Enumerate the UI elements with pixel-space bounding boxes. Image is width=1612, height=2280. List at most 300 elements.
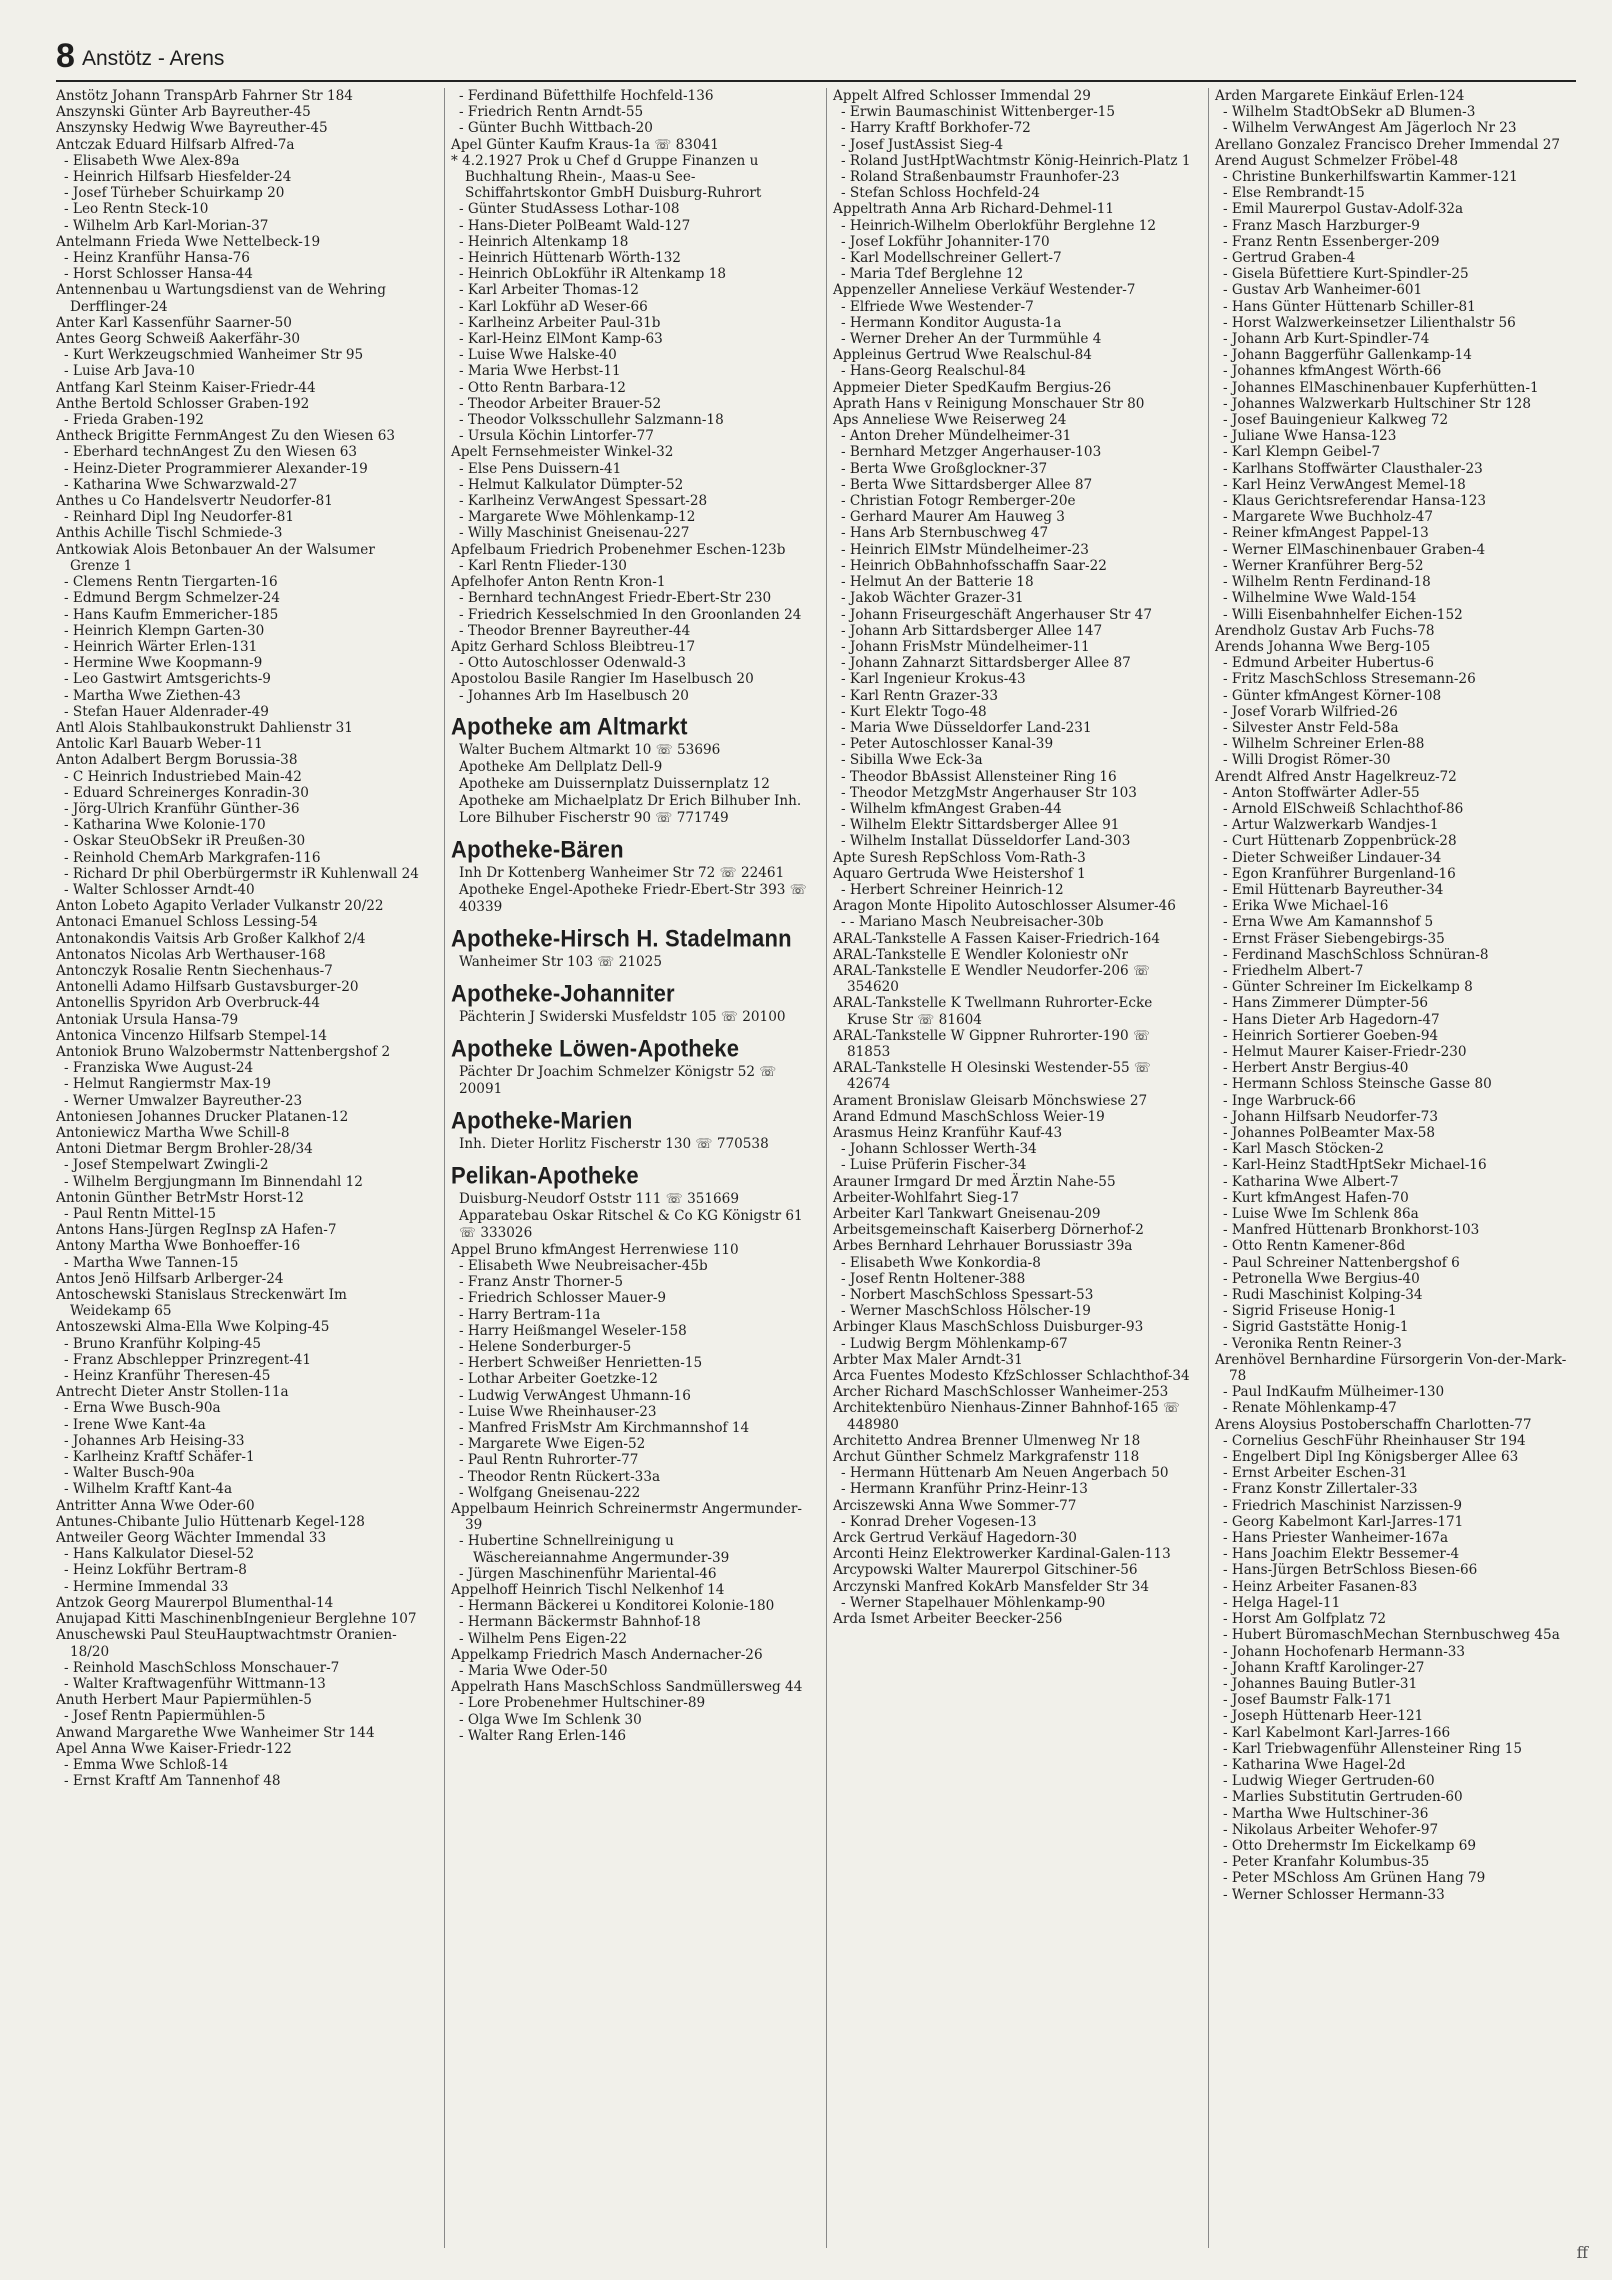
ad-line: Pächter Dr Joachim Schmelzer Königstr 52 ☏ 20091 [459, 1063, 777, 1097]
directory-entry: - Johann Hilfsarb Neudorfer-73 [1223, 1108, 1438, 1125]
directory-entry: Appelt Alfred Schlosser Immendal 29 [833, 88, 1091, 104]
directory-entry: - Lore Probenehmer Hultschiner-89 [459, 1695, 706, 1712]
directory-entry: - Heinz-Dieter Programmierer Alexander-19 [64, 460, 368, 477]
directory-entry: - Wilhelm Installat Düsseldorfer Land-303 [841, 833, 1131, 850]
directory-entry: - Edmund Arbeiter Hubertus-6 [1223, 655, 1434, 672]
directory-entry: - Ferdinand MaschSchloss Schnüran-8 [1223, 946, 1489, 963]
directory-entry: - Gustav Arb Wanheimer-601 [1223, 282, 1423, 299]
directory-entry: - Jürgen Maschinenführ Mariental-46 [459, 1565, 717, 1582]
ad-title: Apotheke-Hirsch H. Stadelmann [451, 924, 792, 952]
directory-entry: - Else Pens Duissern-41 [459, 460, 622, 477]
directory-entry: Arend August Schmelzer Fröbel-48 [1215, 152, 1459, 169]
directory-entry: Antunes-Chibante Julio Hüttenarb Kegel-128 [56, 1513, 365, 1530]
directory-entry: - Ludwig Wieger Gertruden-60 [1223, 1773, 1435, 1790]
directory-entry: - Theodor MetzgMstr Angerhauser Str 103 [841, 784, 1137, 801]
directory-entry: - Franz Konstr Zillertaler-33 [1223, 1481, 1418, 1498]
directory-entry: - Werner Dreher An der Turmmühle 4 [841, 331, 1102, 348]
directory-entry: - Josef Bauingenieur Kalkweg 72 [1223, 412, 1449, 429]
directory-entry: - Maria Wwe Düsseldorfer Land-231 [841, 719, 1092, 736]
directory-entry: - Johann Arb Sittardsberger Allee 147 [841, 622, 1103, 639]
directory-entry: Antweiler Georg Wächter Immendal 33 [56, 1530, 327, 1547]
directory-entry: Arbter Max Maler Arndt-31 [833, 1351, 1023, 1368]
directory-entry: - Emil Hüttenarb Bayreuther-34 [1223, 881, 1444, 898]
directory-entry: - Hans Günter Hüttenarb Schiller-81 [1223, 298, 1476, 315]
directory-entry: - Jörg-Ulrich Kranführ Günther-36 [64, 800, 300, 817]
directory-entry: - Werner Schlosser Hermann-33 [1223, 1886, 1445, 1903]
directory-entry: - Egon Kranführer Burgenland-16 [1223, 865, 1456, 882]
directory-entry: - Josef Vorarb Wilfried-26 [1223, 703, 1398, 720]
corner-mark: ff [1576, 2243, 1588, 2262]
directory-entry: Arbeitsgemeinschaft Kaiserberg Dörnerhof-2 [833, 1222, 1144, 1239]
directory-entry: Anwand Margarethe Wwe Wanheimer Str 144 [56, 1724, 375, 1741]
directory-entry: Antonellis Spyridon Arb Overbruck-44 [56, 995, 321, 1012]
directory-entry: - Werner Stapelhauer Möhlenkamp-90 [841, 1594, 1106, 1611]
directory-entry: Apel Anna Wwe Kaiser-Friedr-122 [56, 1740, 292, 1757]
ad-line: Pächterin J Swiderski Musfeldstr 105 ☏ 20100 [459, 1008, 786, 1025]
directory-entry: Appelbaum Heinrich Schreinermstr Angermunder-39 [451, 1500, 802, 1534]
directory-entry: Appelkamp Friedrich Masch Andernacher-26 [451, 1646, 763, 1663]
directory-entry: - Theodor BbAssist Allensteiner Ring 16 [841, 768, 1117, 785]
directory-entry: - Walter Schlosser Arndt-40 [64, 881, 255, 898]
directory-entry: - Heinrich Hilfsarb Hiesfelder-24 [64, 169, 292, 186]
directory-entry: - Helga Hagel-11 [1223, 1594, 1341, 1611]
directory-entry: - Wilhelm Elektr Sittardsberger Allee 91 [841, 817, 1120, 834]
directory-entry: Arbes Bernhard Lehrhauer Borussiastr 39a [833, 1238, 1133, 1255]
directory-entry: - Horst Walzwerkeinsetzer Lilienthalstr 56 [1223, 314, 1516, 331]
directory-entry: - Sigrid Friseuse Honig-1 [1223, 1303, 1397, 1320]
directory-entry: - Luise Prüferin Fischer-34 [841, 1157, 1027, 1174]
directory-entry: Antonaci Emanuel Schloss Lessing-54 [56, 914, 318, 931]
directory-entry: - Stefan Schloss Hochfeld-24 [841, 185, 1040, 202]
directory-entry: - Helmut Maurer Kaiser-Friedr-230 [1223, 1043, 1467, 1060]
directory-entry: - Katharina Wwe Albert-7 [1223, 1173, 1399, 1190]
directory-entry: - Wilhelm StadtObSekr aD Blumen-3 [1223, 104, 1476, 121]
directory-entry: - Oskar SteuObSekr iR Preußen-30 [64, 833, 306, 850]
directory-entry: Appel Bruno kfmAngest Herrenwiese 110 [451, 1241, 739, 1258]
directory-entry: Arciszewski Anna Wwe Sommer-77 [833, 1497, 1077, 1514]
directory-entry: - Günter Buchh Wittbach-20 [459, 120, 653, 137]
directory-entry: - Roland Straßenbaumstr Fraunhofer-23 [841, 169, 1120, 186]
directory-entry: - Ernst Fräser Siebengebirgs-35 [1223, 930, 1445, 947]
directory-entry: - Hermann Kranführ Prinz-Heinr-13 [841, 1481, 1088, 1498]
directory-entry: Arden Margarete Einkäuf Erlen-124 [1215, 88, 1465, 104]
directory-entry: - Paul Rentn Mittel-15 [64, 1206, 217, 1223]
directory-entry: Antoschewski Stanislaus Streckenwärt Im Weidekamp 65 [56, 1287, 347, 1320]
directory-entry: Arda Ismet Arbeiter Beecker-256 [833, 1611, 1063, 1628]
directory-entry: Arcypowski Walter Maurerpol Gitschiner-56 [833, 1562, 1138, 1579]
directory-entry: - Karlheinz Kraftf Schäfer-1 [64, 1449, 255, 1466]
directory-entry: - Wilhelm Schreiner Erlen-88 [1223, 736, 1425, 753]
directory-entry: - Edmund Bergm Schmelzer-24 [64, 590, 280, 607]
directory-entry: - Irene Wwe Kant-4a [64, 1416, 206, 1433]
column-2 [444, 88, 809, 2248]
directory-entry: ARAL-Tankstelle K Twellmann Ruhrorter-Ecke Kruse Str ☏ 81604 [833, 995, 1153, 1028]
directory-entry: - Ludwig Bergm Möhlenkamp-67 [841, 1335, 1068, 1352]
directory-entry: - Johann Arb Kurt-Spindler-74 [1223, 331, 1430, 348]
directory-entry: - Werner MaschSchloss Hölscher-19 [841, 1303, 1091, 1320]
directory-entry: - Karl Kabelmont Karl-Jarres-166 [1223, 1724, 1451, 1741]
directory-entry: Antoniak Ursula Hansa-79 [56, 1011, 239, 1028]
directory-entry: Antonczyk Rosalie Rentn Siechenhaus-7 [56, 962, 333, 979]
directory-entry: Antfang Karl Steinm Kaiser-Friedr-44 [56, 379, 316, 396]
directory-entry: - Kurt Werkzeugschmied Wanheimer Str 95 [64, 347, 364, 364]
directory-columns [56, 88, 1576, 2248]
directory-entry: - Wilhelm VerwAngest Am Jägerloch Nr 23 [1223, 120, 1517, 137]
directory-entry: - Rudi Maschinist Kolping-34 [1223, 1287, 1423, 1304]
directory-entry: Antoniewicz Martha Wwe Schill-8 [56, 1125, 290, 1141]
directory-entry: - Hans Kalkulator Diesel-52 [64, 1546, 254, 1563]
directory-entry: - Clemens Rentn Tiergarten-16 [64, 574, 278, 591]
directory-entry: - Georg Kabelmont Karl-Jarres-171 [1223, 1513, 1464, 1530]
directory-entry: - Josef Baumstr Falk-171 [1223, 1692, 1393, 1709]
directory-entry: - Nikolaus Arbeiter Wehofer-97 [1223, 1821, 1439, 1838]
directory-entry: - Wilhelm Pens Eigen-22 [459, 1630, 627, 1647]
directory-entry: ARAL-Tankstelle W Gippner Ruhrorter-190 ☏ 81853 [833, 1027, 1150, 1060]
directory-entry: - Werner ElMaschinenbauer Graben-4 [1223, 541, 1486, 558]
directory-entry: - Karl Ingenieur Krokus-43 [841, 671, 1026, 688]
directory-entry: - Leo Gastwirt Amtsgerichts-9 [64, 671, 271, 688]
directory-entry: Arconti Heinz Elektrowerker Kardinal-Galen-113 [833, 1546, 1171, 1563]
directory-entry: - Hermine Immendal 33 [64, 1578, 229, 1595]
ad-line: Apotheke Am Dellplatz Dell-9 [459, 758, 663, 775]
directory-entry: Anthis Achille Tischl Schmiede-3 [56, 525, 283, 542]
directory-entry: - Helmut Rangiermstr Max-19 [64, 1076, 272, 1093]
directory-entry: - Herbert Schweißer Henrietten-15 [459, 1355, 703, 1372]
directory-entry: - Juliane Wwe Hansa-123 [1223, 428, 1397, 445]
directory-entry: Appelrath Hans MaschSchloss Sandmüllersweg 44 [451, 1679, 803, 1696]
directory-entry: - Sibilla Wwe Eck-3a [841, 752, 983, 769]
directory-entry: - Karl Modellschreiner Gellert-7 [841, 250, 1062, 267]
directory-entry: - Paul IndKaufm Mülheimer-130 [1223, 1384, 1445, 1401]
ad-line: Apparatebau Oskar Ritschel & Co KG Königstr 61 ☏ 333026 [459, 1207, 803, 1241]
directory-entry: - Hans-Dieter PolBeamt Wald-127 [459, 217, 691, 234]
directory-entry: Arczynski Manfred KokArb Mansfelder Str 34 [833, 1578, 1149, 1595]
directory-entry: - Sigrid Gaststätte Honig-1 [1223, 1319, 1409, 1336]
directory-entry: - Hubert BüromaschMechan Sternbuschweg 45a [1223, 1627, 1560, 1644]
directory-entry: Arca Fuentes Modesto KfzSchlosser Schlachthof-34 [833, 1368, 1190, 1385]
directory-entry: Antonica Vincenzo Hilfsarb Stempel-14 [56, 1027, 327, 1044]
ad-line: Apotheke am Michaelplatz Dr Erich Bilhuber Inh. Lore Bilhuber Fischerstr 90 ☏ 771749 [459, 792, 802, 826]
directory-entry: Anthes u Co Handelsvertr Neudorfer-81 [56, 493, 333, 510]
directory-entry: Anuschewski Paul SteuHauptwachtmstr Oranien-18/20 [56, 1627, 397, 1660]
directory-entry: - Hans Arb Sternbuschweg 47 [841, 525, 1049, 542]
directory-entry: - Martha Wwe Hultschiner-36 [1223, 1805, 1429, 1822]
directory-entry: - Heinrich Altenkamp 18 [459, 233, 629, 250]
directory-entry: - Klaus Gerichtsreferendar Hansa-123 [1223, 493, 1487, 510]
directory-entry: - Friedhelm Albert-7 [1223, 962, 1364, 979]
directory-entry: Antelmann Frieda Wwe Nettelbeck-19 [56, 233, 321, 250]
directory-entry: - Werner Kranführer Berg-52 [1223, 557, 1424, 574]
directory-entry: - Cornelius GeschFühr Rheinhauser Str 194 [1223, 1432, 1526, 1449]
directory-entry: Arellano Gonzalez Francisco Dreher Immendal 27 [1215, 136, 1560, 153]
directory-entry: - Helmut An der Batterie 18 [841, 574, 1034, 591]
directory-entry: ARAL-Tankstelle E Wendler Neudorfer-206 ☏ 354620 [833, 962, 1150, 996]
directory-entry: - Marlies Substitutin Gertruden-60 [1223, 1789, 1463, 1806]
directory-entry: - Karl Rentn Flieder-130 [459, 557, 627, 574]
directory-entry: Anuth Herbert Maur Papiermühlen-5 [56, 1692, 312, 1709]
directory-entry: Architetto Andrea Brenner Ulmenweg Nr 18 [833, 1432, 1141, 1449]
directory-entry: - Bruno Kranführ Kolping-45 [64, 1335, 262, 1352]
ad-title: Apotheke-Marien [451, 1106, 633, 1134]
directory-entry: - Horst Am Golfplatz 72 [1223, 1611, 1387, 1628]
directory-entry: - Walter Rang Erlen-146 [459, 1727, 627, 1744]
directory-entry: - Anton Stoffwärter Adler-55 [1223, 784, 1420, 801]
directory-entry: - Joseph Hüttenarb Heer-121 [1223, 1708, 1424, 1725]
directory-entry: - Hans Zimmerer Dümpter-56 [1223, 995, 1429, 1012]
directory-entry: - Johannes ElMaschinenbauer Kupferhütten-1 [1223, 379, 1539, 396]
directory-entry: - Willy Maschinist Gneisenau-227 [459, 525, 690, 542]
directory-entry: - Erika Wwe Michael-16 [1223, 898, 1389, 915]
directory-entry: - Hermann Schloss Steinsche Gasse 80 [1223, 1076, 1492, 1093]
directory-entry: - Johann Hochofenarb Hermann-33 [1223, 1643, 1466, 1660]
directory-entry: - Lothar Arbeiter Goetzke-12 [459, 1371, 658, 1388]
directory-entry: Arenhövel Bernhardine Fürsorgerin Von-der-Mark-78 [1215, 1351, 1567, 1385]
directory-entry: Appenzeller Anneliese Verkäuf Westender-7 [833, 282, 1136, 299]
directory-entry: Antzok Georg Maurerpol Blumenthal-14 [56, 1594, 334, 1611]
directory-entry: Arasmus Heinz Kranführ Kauf-43 [833, 1125, 1063, 1141]
directory-entry: - Karlheinz VerwAngest Spessart-28 [459, 493, 708, 510]
directory-entry: - Franz Abschlepper Prinzregent-41 [64, 1351, 312, 1368]
directory-entry: - Roland JustHptWachtmstr König-Heinrich-Platz 1 [841, 152, 1191, 169]
directory-entry: - Karl Heinz VerwAngest Memel-18 [1223, 476, 1466, 493]
directory-entry: - Wilhelm Bergjungmann Im Binnendahl 12 [64, 1173, 363, 1190]
ad-line: Wanheimer Str 103 ☏ 21025 [459, 953, 662, 970]
directory-entry: - Konrad Dreher Vogesen-13 [841, 1513, 1037, 1530]
directory-entry: - Gisela Büfettiere Kurt-Spindler-25 [1223, 266, 1469, 283]
directory-entry: - Erna Wwe Am Kamannshof 5 [1223, 914, 1434, 931]
directory-entry: - Anton Dreher Mündelheimer-31 [841, 428, 1072, 445]
directory-entry: Antl Alois Stahlbaukonstrukt Dahlienstr 31 [56, 719, 353, 736]
directory-entry: * 4.2.1927 Prok u Chef d Gruppe Finanzen u Buchhaltung Rhein-, Maas-u See-Schiffahrtskontor GmbH Duisburg-Ruhrort [451, 152, 762, 202]
directory-entry: - Willi Drogist Römer-30 [1223, 752, 1391, 769]
directory-entry: - Josef Türheber Schuirkamp 20 [64, 185, 285, 202]
directory-entry: - Ferdinand Büfetthilfe Hochfeld-136 [459, 88, 714, 104]
directory-entry: Arens Aloysius Postoberschaffn Charlotten-77 [1215, 1416, 1532, 1433]
directory-entry: Arbeiter Karl Tankwart Gneisenau-209 [833, 1206, 1101, 1223]
directory-entry: - Heinz Kranführ Theresen-45 [64, 1368, 271, 1385]
directory-entry: - Karl Arbeiter Thomas-12 [459, 282, 639, 299]
ad-title: Apotheke-Johanniter [451, 979, 675, 1007]
ad-line: Apotheke Engel-Apotheke Friedr-Ebert-Str 393 ☏ 40339 [459, 881, 807, 915]
directory-entry: - Karlhans Stoffwärter Clausthaler-23 [1223, 460, 1483, 477]
directory-entry: - Ernst Arbeiter Eschen-31 [1223, 1465, 1408, 1482]
directory-entry: - Johann FrisMstr Mündelheimer-11 [841, 638, 1090, 655]
ad-title: Apotheke am Altmarkt [451, 712, 688, 740]
directory-entry: - Katharina Wwe Hagel-2d [1223, 1756, 1406, 1773]
directory-entry: - Werner Umwalzer Bayreuther-23 [64, 1092, 303, 1109]
directory-entry: - Elisabeth Wwe Konkordia-8 [841, 1254, 1041, 1271]
directory-entry: - Hans Dieter Arb Hagedorn-47 [1223, 1011, 1440, 1028]
directory-entry: - Arnold ElSchweiß Schlachthof-86 [1223, 800, 1464, 817]
directory-entry: Antonakondis Vaitsis Arb Großer Kalkhof 2/4 [56, 930, 366, 947]
directory-entry: - C Heinrich Industriebed Main-42 [64, 768, 302, 785]
directory-entry: - Heinrich ElMstr Mündelheimer-23 [841, 541, 1089, 558]
directory-entry: - Josef Rentn Holtener-388 [841, 1270, 1026, 1287]
directory-entry: - Norbert MaschSchloss Spessart-53 [841, 1287, 1094, 1304]
directory-entry: Anton Adalbert Bergm Borussia-38 [56, 752, 298, 769]
directory-entry: - Maria Tdef Berglehne 12 [841, 266, 1024, 283]
directory-entry: - Johannes Bauing Butler-31 [1223, 1675, 1418, 1692]
directory-entry: - Friedrich Kesselschmied In den Groonlanden 24 [459, 606, 802, 623]
directory-entry: ARAL-Tankstelle E Wendler Koloniestr oNr [833, 946, 1128, 963]
directory-entry: - Wilhelm kfmAngest Graben-44 [841, 800, 1062, 817]
directory-entry: - Harry Kraftf Borkhofer-72 [841, 120, 1031, 137]
directory-entry: - Hans Priester Wanheimer-167a [1223, 1530, 1449, 1547]
directory-entry: - Otto Drehermstr Im Eickelkamp 69 [1223, 1837, 1477, 1854]
ad-title: Apotheke Löwen-Apotheke [451, 1034, 740, 1062]
directory-entry: - Katharina Wwe Schwarzwald-27 [64, 476, 298, 493]
directory-entry: - Heinrich-Wilhelm Oberlokführ Berglehne 12 [841, 217, 1157, 234]
directory-entry: - Petronella Wwe Bergius-40 [1223, 1270, 1420, 1287]
directory-entry: - Luise Wwe Im Schlenk 86a [1223, 1206, 1419, 1223]
directory-entry: Apel Günter Kaufm Kraus-1a ☏ 83041 [451, 136, 719, 153]
directory-entry: - Heinrich ObLokführ iR Altenkamp 18 [459, 266, 726, 283]
directory-entry: Antczak Eduard Hilfsarb Alfred-7a [56, 136, 295, 153]
directory-entry: - Wilhelm Arb Karl-Morian-37 [64, 217, 269, 234]
directory-entry: - Reinhold ChemArb Markgrafen-116 [64, 849, 321, 866]
directory-entry: - Johann Zahnarzt Sittardsberger Allee 87 [841, 655, 1131, 672]
directory-entry: Aps Anneliese Wwe Reiserweg 24 [833, 412, 1067, 429]
directory-entry: Appmeier Dieter SpedKaufm Bergius-26 [833, 379, 1112, 396]
directory-entry: Antolic Karl Bauarb Weber-11 [56, 736, 263, 753]
directory-entry: - Luise Wwe Halske-40 [459, 347, 617, 364]
directory-entry: Antonin Günther BetrMstr Horst-12 [56, 1189, 304, 1206]
directory-entry: - Margarete Wwe Möhlenkamp-12 [459, 509, 696, 526]
directory-entry: - Hans-Jürgen BetrSchloss Biesen-66 [1223, 1562, 1478, 1579]
directory-entry: Antrecht Dieter Anstr Stollen-11a [56, 1384, 289, 1401]
page-number: 8 [56, 37, 75, 75]
directory-entry: - Hubertine Schnellreinigung u Wäschereiannahme Angermunder-39 [459, 1533, 730, 1566]
directory-entry: - Friedrich Rentn Arndt-55 [459, 104, 644, 121]
directory-entry: - Peter Kranfahr Kolumbus-35 [1223, 1854, 1430, 1871]
directory-entry: - Wilhelm Rentn Ferdinand-18 [1223, 574, 1431, 591]
directory-entry: - Horst Schlosser Hansa-44 [64, 266, 253, 283]
directory-entry: - Curt Hüttenarb Zoppenbrück-28 [1223, 833, 1457, 850]
directory-entry: - Berta Wwe Großglockner-37 [841, 460, 1048, 477]
directory-entry: - Theodor Brenner Bayreuther-44 [459, 622, 691, 639]
directory-entry: Antons Hans-Jürgen RegInsp zA Hafen-7 [56, 1222, 337, 1239]
directory-entry: - Josef JustAssist Sieg-4 [841, 136, 1004, 153]
directory-entry: - Frieda Graben-192 [64, 412, 204, 429]
directory-entry: - Leo Rentn Steck-10 [64, 201, 209, 218]
directory-entry: - Engelbert Dipl Ing Königsberger Allee 63 [1223, 1449, 1519, 1466]
directory-entry: - - Mariano Masch Neubreisacher-30b [841, 914, 1104, 931]
directory-entry: ARAL-Tankstelle A Fassen Kaiser-Friedrich-164 [833, 930, 1160, 947]
directory-entry: - Elisabeth Wwe Neubreisacher-45b [459, 1257, 708, 1274]
directory-entry: - Ernst Kraftf Am Tannenhof 48 [64, 1773, 281, 1790]
directory-entry: - Bernhard technAngest Friedr-Ebert-Str 230 [459, 590, 772, 607]
directory-entry: - Ludwig VerwAngest Uhmann-16 [459, 1387, 691, 1404]
directory-entry: - Friedrich Schlosser Mauer-9 [459, 1290, 667, 1307]
directory-entry: - Theodor Volksschullehr Salzmann-18 [459, 412, 724, 429]
directory-entry: - Karl Triebwagenführ Allensteiner Ring 15 [1223, 1740, 1523, 1757]
directory-entry: - Hans Kaufm Emmericher-185 [64, 606, 279, 623]
ad-line: Apotheke am Duissernplatz Duissernplatz 12 [459, 775, 770, 792]
directory-entry: - Margarete Wwe Eigen-52 [459, 1436, 646, 1453]
directory-entry: - Emma Wwe Schloß-14 [64, 1756, 229, 1773]
directory-entry: - Helene Sonderburger-5 [459, 1338, 632, 1355]
directory-entry: - Margarete Wwe Buchholz-47 [1223, 509, 1434, 526]
directory-entry: - Peter Autoschlosser Kanal-39 [841, 736, 1054, 753]
directory-entry: - Johannes Arb Im Haselbusch 20 [459, 687, 689, 704]
directory-entry: Architektenbüro Nienhaus-Zinner Bahnhof-165 ☏ 448980 [833, 1400, 1180, 1433]
directory-entry: - Erna Wwe Busch-90a [64, 1400, 221, 1417]
directory-entry: Antoni Dietmar Bergm Brohler-28/34 [56, 1141, 313, 1158]
directory-entry: - Herbert Anstr Bergius-40 [1223, 1060, 1409, 1077]
running-head: Anstötz - Arens [82, 47, 225, 70]
directory-entry: - Karlheinz Arbeiter Paul-31b [459, 314, 661, 331]
ad-line: Inh. Dieter Horlitz Fischerstr 130 ☏ 770538 [459, 1135, 769, 1152]
directory-entry: - Reiner kfmAngest Pappel-13 [1223, 525, 1429, 542]
directory-entry: Anter Karl Kassenführ Saarner-50 [56, 314, 292, 331]
directory-entry: - Paul Schreiner Nattenbergshof 6 [1223, 1254, 1460, 1271]
directory-entry: Anujapad Kitti MaschinenbIngenieur Berglehne 107 [56, 1611, 417, 1628]
directory-entry: - Theodor Arbeiter Brauer-52 [459, 395, 662, 412]
directory-entry: - Günter kfmAngest Körner-108 [1223, 687, 1442, 704]
directory-entry: - Berta Wwe Sittardsberger Allee 87 [841, 476, 1093, 493]
directory-entry: - Christian Fotogr Remberger-20e [841, 493, 1076, 510]
directory-entry: - Heinrich Klempn Garten-30 [64, 622, 265, 639]
directory-entry: Apelt Fernsehmeister Winkel-32 [451, 444, 674, 461]
directory-entry: - Renate Möhlenkamp-47 [1223, 1400, 1397, 1417]
directory-entry: - Johann Baggerführ Gallenkamp-14 [1223, 347, 1472, 364]
directory-entry: - Friedrich Maschinist Narzissen-9 [1223, 1497, 1463, 1514]
directory-entry: - Wolfgang Gneisenau-222 [459, 1484, 641, 1501]
directory-entry: ARAL-Tankstelle H Olesinski Westender-55 ☏ 42674 [833, 1060, 1151, 1093]
directory-entry: - Luise Arb Java-10 [64, 363, 195, 380]
directory-entry: Arbeiter-Wohlfahrt Sieg-17 [833, 1189, 1020, 1206]
page-header [56, 34, 1576, 82]
ad-line: Duisburg-Neudorf Oststr 111 ☏ 351669 [459, 1190, 739, 1207]
directory-entry: - Wilhelm Kraftf Kant-4a [64, 1481, 233, 1498]
directory-entry: - Heinz Arbeiter Fasanen-83 [1223, 1578, 1418, 1595]
directory-entry: - Franziska Wwe August-24 [64, 1060, 254, 1077]
directory-entry: Antony Martha Wwe Bonhoeffer-16 [56, 1238, 301, 1255]
directory-entry: - Johannes PolBeamter Max-58 [1223, 1125, 1436, 1141]
directory-entry: - Harry Bertram-11a [459, 1306, 601, 1323]
directory-entry: - Hans-Georg Realschul-84 [841, 363, 1026, 380]
directory-entry: Antritter Anna Wwe Oder-60 [56, 1497, 255, 1514]
directory-entry: - Inge Warbruck-66 [1223, 1092, 1356, 1109]
directory-entry: - Karl-Heinz ElMont Kamp-63 [459, 331, 663, 348]
directory-entry: Arauner Irmgard Dr med Ärztin Nahe-55 [833, 1173, 1116, 1190]
directory-entry: - Josef Lokführ Johanniter-170 [841, 233, 1050, 250]
directory-entry: - Eberhard technAngest Zu den Wiesen 63 [64, 444, 358, 461]
directory-entry: - Günter StudAssess Lothar-108 [459, 201, 680, 218]
directory-entry: - Wilhelmine Wwe Wald-154 [1223, 590, 1417, 607]
directory-entry: - Karl Klempn Geibel-7 [1223, 444, 1381, 461]
directory-entry: - Johannes Walzwerkarb Hultschiner Str 128 [1223, 395, 1531, 412]
directory-entry: Anszynsky Hedwig Wwe Bayreuther-45 [56, 120, 328, 137]
directory-entry: - Jakob Wächter Grazer-31 [841, 590, 1024, 607]
directory-entry: - Franz Rentn Essenberger-209 [1223, 233, 1440, 250]
directory-entry: - Otto Rentn Barbara-12 [459, 379, 626, 396]
column-4 [1208, 88, 1577, 2248]
directory-entry: - Herbert Schreiner Heinrich-12 [841, 881, 1064, 898]
directory-entry: - Martha Wwe Tannen-15 [64, 1254, 239, 1271]
directory-entry: Archer Richard MaschSchlosser Wanheimer-253 [833, 1384, 1169, 1401]
directory-entry: - Ursula Köchin Lintorfer-77 [459, 428, 654, 445]
directory-entry: - Karl Rentn Grazer-33 [841, 687, 998, 704]
directory-entry: Aquaro Gertruda Wwe Heistershof 1 [833, 865, 1086, 882]
directory-entry: - Veronika Rentn Reiner-3 [1223, 1335, 1402, 1352]
directory-entry: - Walter Kraftwagenführ Wittmann-13 [64, 1675, 326, 1692]
directory-entry: - Elisabeth Wwe Alex-89a [64, 152, 240, 169]
directory-entry: Aprath Hans v Reinigung Monschauer Str 80 [833, 395, 1145, 412]
directory-entry: - Heinrich Wärter Erlen-131 [64, 638, 258, 655]
directory-entry: - Theodor Rentn Rückert-33a [459, 1468, 661, 1485]
directory-entry: - Hermann Bäckerei u Konditorei Kolonie-180 [459, 1598, 775, 1615]
